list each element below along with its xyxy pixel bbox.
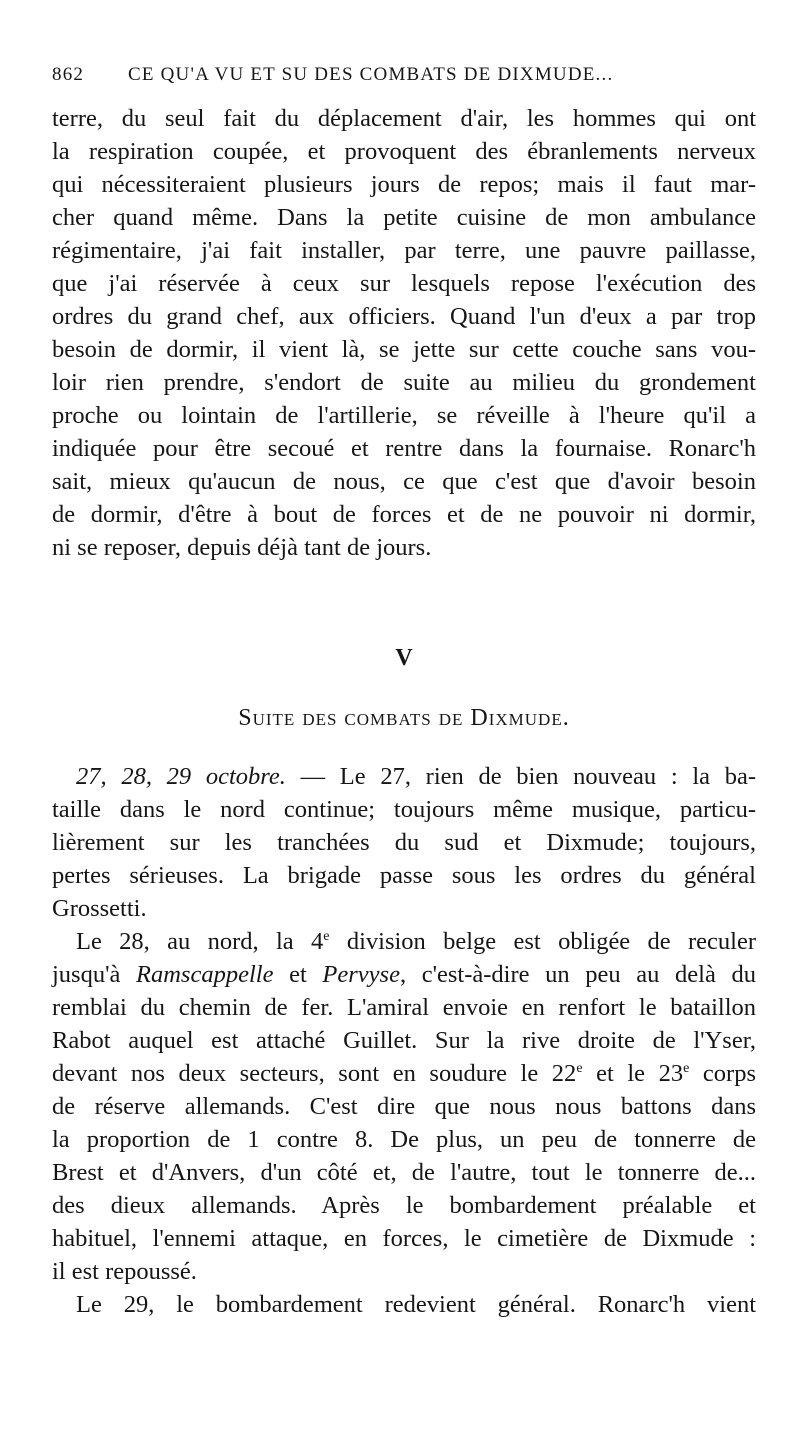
text-line: lièrement sur les tranchées du sud et Dixmude; toujours, [52,829,756,856]
paragraph-4 [52,1288,756,1321]
text-run: division belge est obligée de reculer [329,928,756,955]
text-line: la proportion de 1 contre 8. De plus, un peu de tonnerre de [52,1126,756,1153]
text-line: de dormir, d'être à bout de forces et de ne pouvoir ni dormir, [52,501,756,528]
text-line: que j'ai réservée à ceux sur lesquels repose l'exécution des [52,270,756,297]
text-line: Grossetti. [52,895,147,922]
text-run: corps [689,1060,756,1087]
text-line: terre, du seul fait du déplacement d'air, les hommes qui ont [52,105,756,132]
text-line: la respiration coupée, et provoquent des ébranlements nerveux [52,138,756,165]
superscript: e [683,1061,690,1076]
text-run: devant nos deux secteurs, sont en soudure le 22 [52,1060,577,1087]
text-run: et le 23 [582,1060,684,1087]
text-line: qui nécessiteraient plusieurs jours de repos; mais il faut mar- [52,171,756,198]
text-line: sait, mieux qu'aucun de nous, ce que c'est que d'avoir besoin [52,468,756,495]
page-number: 862 [52,64,85,85]
text-line: ordres du grand chef, aux officiers. Quand l'un d'eux a par trop [52,303,756,330]
text-line [52,958,756,991]
date-heading: 27, 28, 29 octobre. [76,763,286,790]
text-line: taille dans le nord continue; toujours même musique, particu- [52,796,756,823]
superscript: e [323,929,330,944]
text-line: Le 29, le bombardement redevient général. Ronarc'h vient [76,1291,756,1318]
book-page [52,60,756,1321]
text-run: Le 28, au nord, la 4 [76,928,324,955]
text-line: de réserve allemands. C'est dire que nous nous battons dans [52,1093,756,1120]
text-line: cher quand même. Dans la petite cuisine de mon ambulance [52,204,756,231]
text-line: loir rien prendre, s'endort de suite au milieu du grondement [52,369,756,396]
place-name: Pervyse [322,961,400,988]
text-line: Rabot auquel est attaché Guillet. Sur la rive droite de l'Yser, [52,1027,756,1054]
text-line: proche ou lointain de l'artillerie, se réveille à l'heure qu'il a [52,402,756,429]
text-line [52,1057,756,1090]
text-line: il est repoussé. [52,1258,197,1285]
section-number: V [395,645,413,671]
running-title: CE QU'A VU ET SU DES COMBATS DE DIXMUDE... [128,64,614,85]
text-run: , c'est-à-dire un peu au delà du [399,961,756,988]
text-line: besoin de dormir, il vient là, se jette sur cette couche sans vou- [52,336,756,363]
paragraph-3 [52,925,756,1288]
text-run: — Le 27, rien de bien nouveau : la ba- [285,763,756,790]
text-line: indiquée pour être secoué et rentre dans la fournaise. Ronarc'h [52,435,756,462]
text-line: ni se reposer, depuis déjà tant de jours. [52,534,432,561]
section-title: Suite des combats de Dixmude. [238,705,570,731]
text-line [52,760,756,793]
text-line: habituel, l'ennemi attaque, en forces, le cimetière de Dixmude : [52,1225,756,1252]
text-line: des dieux allemands. Après le bombardement préalable et [52,1192,756,1219]
text-line: Brest et d'Anvers, d'un côté et, de l'autre, tout le tonnerre de... [52,1159,756,1186]
text-line [52,925,756,958]
superscript: e [576,1061,583,1076]
place-name: Ramscappelle [136,961,274,988]
text-line: remblai du chemin de fer. L'amiral envoie en renfort le bataillon [52,994,756,1021]
paragraph-2 [52,760,756,925]
text-line: régimentaire, j'ai fait installer, par terre, une pauvre paillasse, [52,237,756,264]
text-run: et [273,961,323,988]
running-head [52,60,756,90]
paragraph-1 [52,102,756,564]
text-run: jusqu'à [52,961,137,988]
text-line: pertes sérieuses. La brigade passe sous les ordres du général [52,862,756,889]
